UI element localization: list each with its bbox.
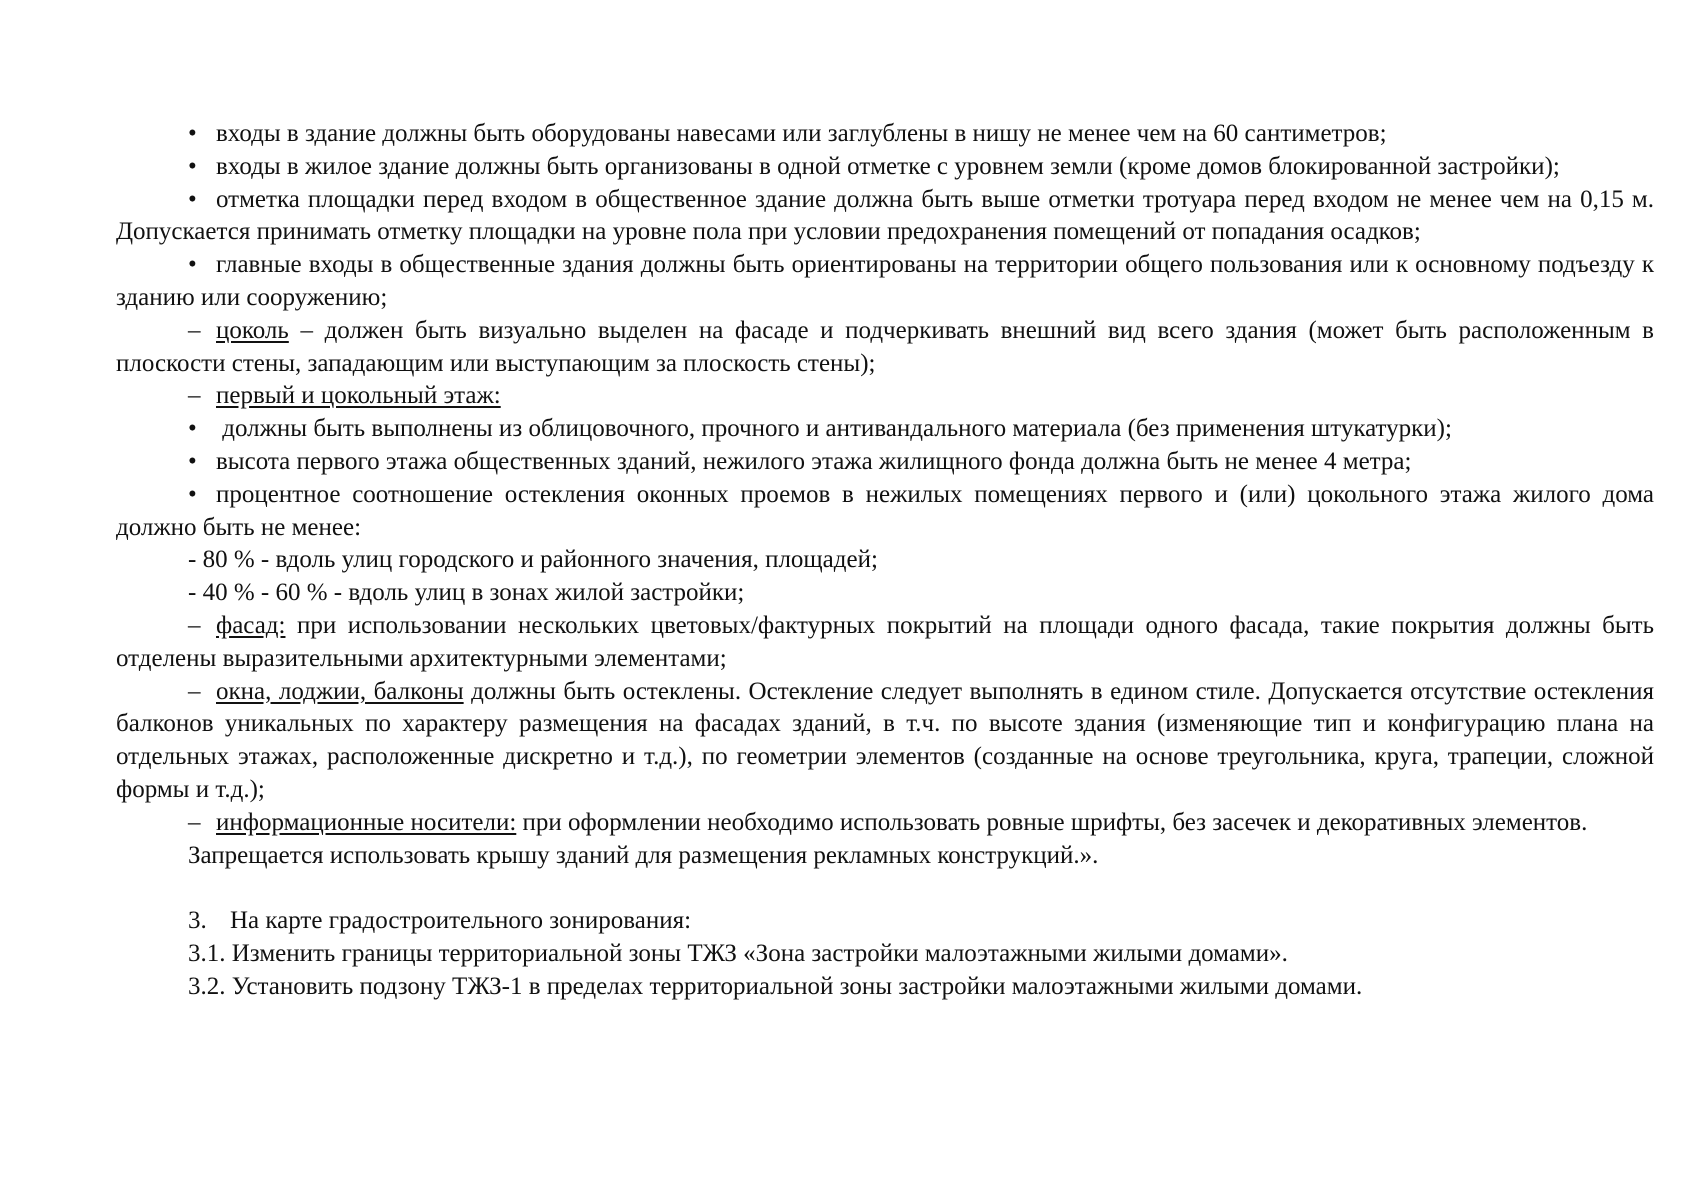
bullet-marker: • bbox=[188, 185, 197, 213]
bullet-marker: • bbox=[188, 251, 197, 279]
bullet-marker: • bbox=[188, 152, 197, 180]
paragraph-text: отметка площадки перед входом в общественное здание должна быть выше отметки тротуара перед входом не менее чем на 0,15 м. Допускается принимать отметку площадки на уровне пола при условии предохранения помещений от попадания осадков; bbox=[116, 185, 1654, 246]
paragraph-first-floor-heading bbox=[116, 380, 1654, 413]
paragraph-entrances-canopies bbox=[116, 118, 1654, 151]
paragraph-plinth bbox=[116, 315, 1654, 381]
paragraph-information-carriers bbox=[116, 807, 1654, 840]
paragraph-first-floor-height bbox=[116, 446, 1654, 479]
paragraph-text: входы в здание должны быть оборудованы навесами или заглублены в нишу не менее чем на 60 сантиметров; bbox=[216, 120, 1387, 147]
paragraph-text: должны быть выполнены из облицовочного, прочного и антивандального материала (без применения штукатурки); bbox=[216, 415, 1452, 443]
paragraph-text: при использовании нескольких цветовых/фактурных покрытий на площади одного фасада, такие покрытия должны быть отделены выразительными архитектурными элементами; bbox=[116, 611, 1654, 672]
paragraph-text: - 80 % - вдоль улиц городского и районного значения, площадей; bbox=[188, 546, 878, 574]
paragraph-glazing-ratio bbox=[116, 479, 1654, 545]
underlined-term: фасад: bbox=[216, 611, 286, 639]
paragraph-windows-balconies bbox=[116, 676, 1654, 807]
section-item-text: 3.1. Изменить границы территориальной зоны ТЖЗ «Зона застройки малоэтажными жилыми домами». bbox=[188, 940, 1288, 968]
dash-marker: – bbox=[188, 677, 201, 705]
underlined-term: первый и цокольный этаж: bbox=[216, 382, 501, 410]
paragraph-text: высота первого этажа общественных зданий, нежилого этажа жилищного фонда должна быть не менее 4 метра; bbox=[216, 447, 1412, 475]
paragraph-glazing-80 bbox=[116, 544, 1654, 577]
paragraph-facade bbox=[116, 610, 1654, 676]
paragraph-text: Запрещается использовать крышу зданий для размещения рекламных конструкций.». bbox=[188, 841, 1099, 869]
underlined-term: информационные носители: bbox=[216, 808, 517, 836]
paragraph-platform-level bbox=[116, 184, 1654, 250]
section-3-item-2 bbox=[116, 971, 1654, 1004]
underlined-term: окна, лоджии, балконы bbox=[216, 677, 464, 705]
paragraph-text: должны быть остеклены. Остекление следует выполнять в едином стиле. Допускается отсутствие остекления балконов уникальных по характеру размещения на фасадах зданий, в т.ч. по высоте здания (изменяющие тип и конфигурацию плана на отдельных этажах, расположенные дискретно и т.д.), по геометрии элементов (созданные на основе треугольника, круга, трапеции, сложной формы и т.д.); bbox=[116, 677, 1654, 803]
section-number: 3. bbox=[188, 907, 207, 935]
dash-marker: – bbox=[188, 611, 201, 639]
dash-marker: – bbox=[188, 316, 201, 344]
paragraph-main-entrances bbox=[116, 249, 1654, 315]
paragraph-text: входы в жилое здание должны быть организованы в одной отметке с уровнем земли (кроме домов блокированной застройки); bbox=[216, 152, 1560, 180]
paragraph-text: главные входы в общественные здания должны быть ориентированы на территории общего пользования или к основному подъезду к зданию или сооружению; bbox=[116, 251, 1654, 311]
bullet-marker: • bbox=[188, 415, 197, 443]
paragraph-facing-material bbox=[116, 413, 1654, 446]
section-item-text: 3.2. Установить подзону ТЖЗ-1 в пределах территориальной зоны застройки малоэтажными жилыми домами. bbox=[188, 972, 1363, 1000]
underlined-term: цоколь bbox=[216, 316, 289, 344]
paragraph-text: процентное соотношение остекления оконных проемов в нежилых помещениях первого и (или) цокольного этажа жилого дома должно быть не менее: bbox=[116, 480, 1654, 541]
paragraph-roof-prohibition bbox=[116, 840, 1654, 873]
paragraph-entrances-ground-level bbox=[116, 151, 1654, 184]
bullet-marker: • bbox=[188, 480, 197, 508]
document-page bbox=[116, 118, 1654, 1004]
bullet-marker: • bbox=[188, 447, 197, 475]
section-3-item-1 bbox=[116, 938, 1654, 971]
paragraph-text: - 40 % - 60 % - вдоль улиц в зонах жилой застройки; bbox=[188, 579, 745, 607]
dash-marker: – bbox=[188, 382, 201, 410]
dash-marker: – bbox=[188, 808, 201, 836]
paragraph-glazing-40-60 bbox=[116, 577, 1654, 610]
bullet-marker: • bbox=[188, 120, 197, 147]
paragraph-text: – должен быть визуально выделен на фасаде и подчеркивать внешний вид всего здания (может быть расположенным в плоскости стены, западающим или выступающим за плоскость стены); bbox=[116, 316, 1654, 377]
section-heading-text: На карте градостроительного зонирования: bbox=[230, 907, 692, 935]
paragraph-text: при оформлении необходимо использовать ровные шрифты, без засечек и декоративных элементов. bbox=[516, 808, 1588, 836]
section-spacer bbox=[116, 872, 1654, 905]
section-3-heading bbox=[116, 905, 1654, 938]
